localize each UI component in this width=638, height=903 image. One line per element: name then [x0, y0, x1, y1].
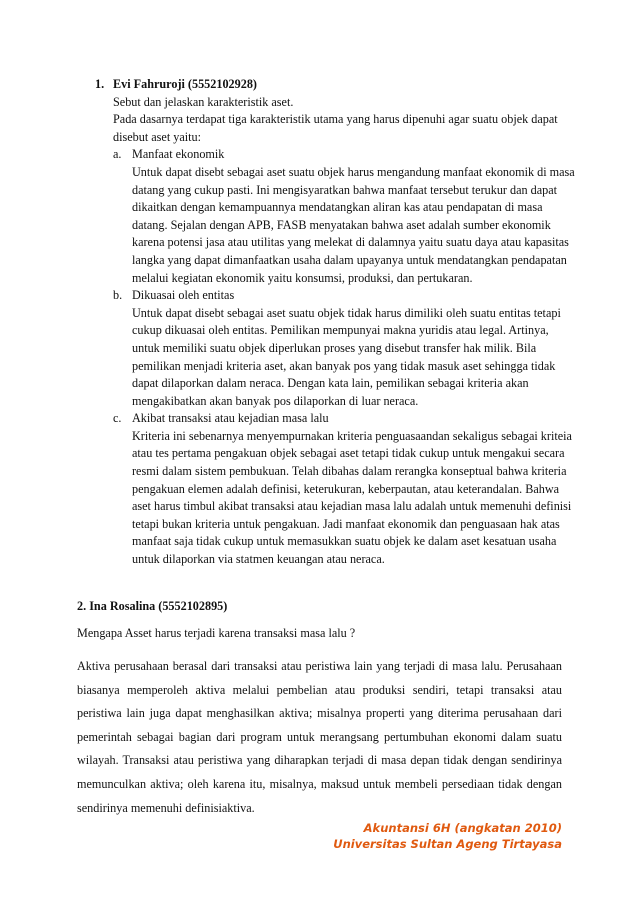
section-2-paragraph: Aktiva perusahaan berasal dari transaksi atau peristiwa lain yang terjadi di masa lalu. Perusahaan biasanya memperoleh aktiva melalui pembelian atau produksi sendiri, tetapi transaksi atau peristiwa lain juga dapat menghasilkan aktiva; misalnya properti yang diterima perusahaan dari pemerintah sebagai bagian dari program untuk merangsang pertumbuhan ekonomi dalam suatu wilayah. Transaksi atau peristiwa yang diharapkan terjadi di masa depan tidak dengan sendirinya memunculkan aktiva; oleh karena itu, misalnya, maksud untuk membeli persediaan tidak dengan sendirinya memenuhi definisiaktiva. [77, 659, 562, 815]
section-1-number: 1. [95, 77, 105, 91]
section-1 [95, 76, 575, 569]
section-1-intro: Pada dasarnya terdapat tiga karakteristik utama yang harus dipenuhi agar suatu objek dapat disebut aset yaitu: [113, 112, 558, 144]
list-item-a [95, 146, 575, 287]
list-item-title: Dikuasai oleh entitas [132, 288, 235, 303]
list-item-body: Kriteria ini sebenarnya menyempurnakan kriteria penguasaandan sekaligus sebagai kriteia atau tes pertama pengakuan objek sebagai aset tetapi tidak cukup untuk mengakui secara resmi dalam sistem pembukuan. Telah dibahas dalam rerangka konseptual bahwa kriteria pengakuan elemen adalah definisi, keterukuran, keberpautan, atau keterandalan. Bahwa aset harus timbul akibat transaksi atau kejadian masa lalu adalah untuk memenuhi definisi tetapi bukan kriteria untuk pengakuan. Jadi manfaat ekonomik dan penguasaan hak atas manfaat saja tidak cukup untuk memasukkan suatu objek ke dalam aset kesatuan usaha untuk dilaporkan via statmen keuangan atau neraca. [132, 428, 572, 567]
list-item-body: Untuk dapat disebt sebagai aset suatu objek tidak harus dimiliki oleh suatu entitas tetapi cukup dikuasai oleh entitas. Pemilikan mempunyai makna yuridis atau legal. Artinya, untuk memiliki suatu objek diperlukan proses yang disebut transfer hak milik. Bila pemilikan menjadi kriteria aset, akan banyak pos yang tidak masuk aset sehingga tidak dapat dilaporkan dalam neraca. Dengan kata lain, pemilikan sebagai kriteria akan mengakibatkan akan banyak pos dilaporkan di luar neraca. [132, 305, 561, 408]
section-2-question: Mengapa Asset harus terjadi karena transaksi masa lalu ? [77, 626, 356, 640]
section-1-author: Evi Fahruroji (5552102928) [113, 77, 257, 91]
section-1-heading [95, 76, 575, 94]
list-item-b [95, 287, 575, 410]
list-item-c [95, 410, 575, 568]
footer-line-1: Akuntansi 6H (angkatan 2010) [363, 821, 562, 835]
section-1-question: Sebut dan jelaskan karakteristik aset. [113, 94, 294, 109]
list-item-body: Untuk dapat disebt sebagai aset suatu objek harus mengandung manfaat ekonomik di masa datang yang cukup pasti. Ini mengisyaratkan bahwa manfaat tersebut terukur dan dapat dikaitkan dengan kemampuannya mendatangkan aliran kas atau pendapatan di masa datang. Sejalan dengan APB, FASB menyatakan bahwa aset adalah sumber ekonomik karena potensi jasa atau utilitas yang melekat di dalamnya yaitu suatu daya atau kapasitas langka yang dapat dimanfaatkan usaha dalam upayanya untuk mendatangkan pendapatan melalui kegiatan ekonomik yaitu konsumsi, produksi, dan pertukaran. [132, 164, 575, 285]
list-item-letter: b. [113, 288, 123, 303]
list-item-letter: c. [113, 411, 122, 426]
list-item-title: Akibat transaksi atau kejadian masa lalu [132, 411, 329, 426]
section-2-heading: 2. Ina Rosalina (5552102895) [77, 599, 228, 613]
footer [333, 820, 562, 852]
list-item-letter: a. [113, 147, 122, 162]
footer-line-2: Universitas Sultan Ageng Tirtayasa [333, 837, 562, 851]
list-item-title: Manfaat ekonomik [132, 147, 225, 162]
